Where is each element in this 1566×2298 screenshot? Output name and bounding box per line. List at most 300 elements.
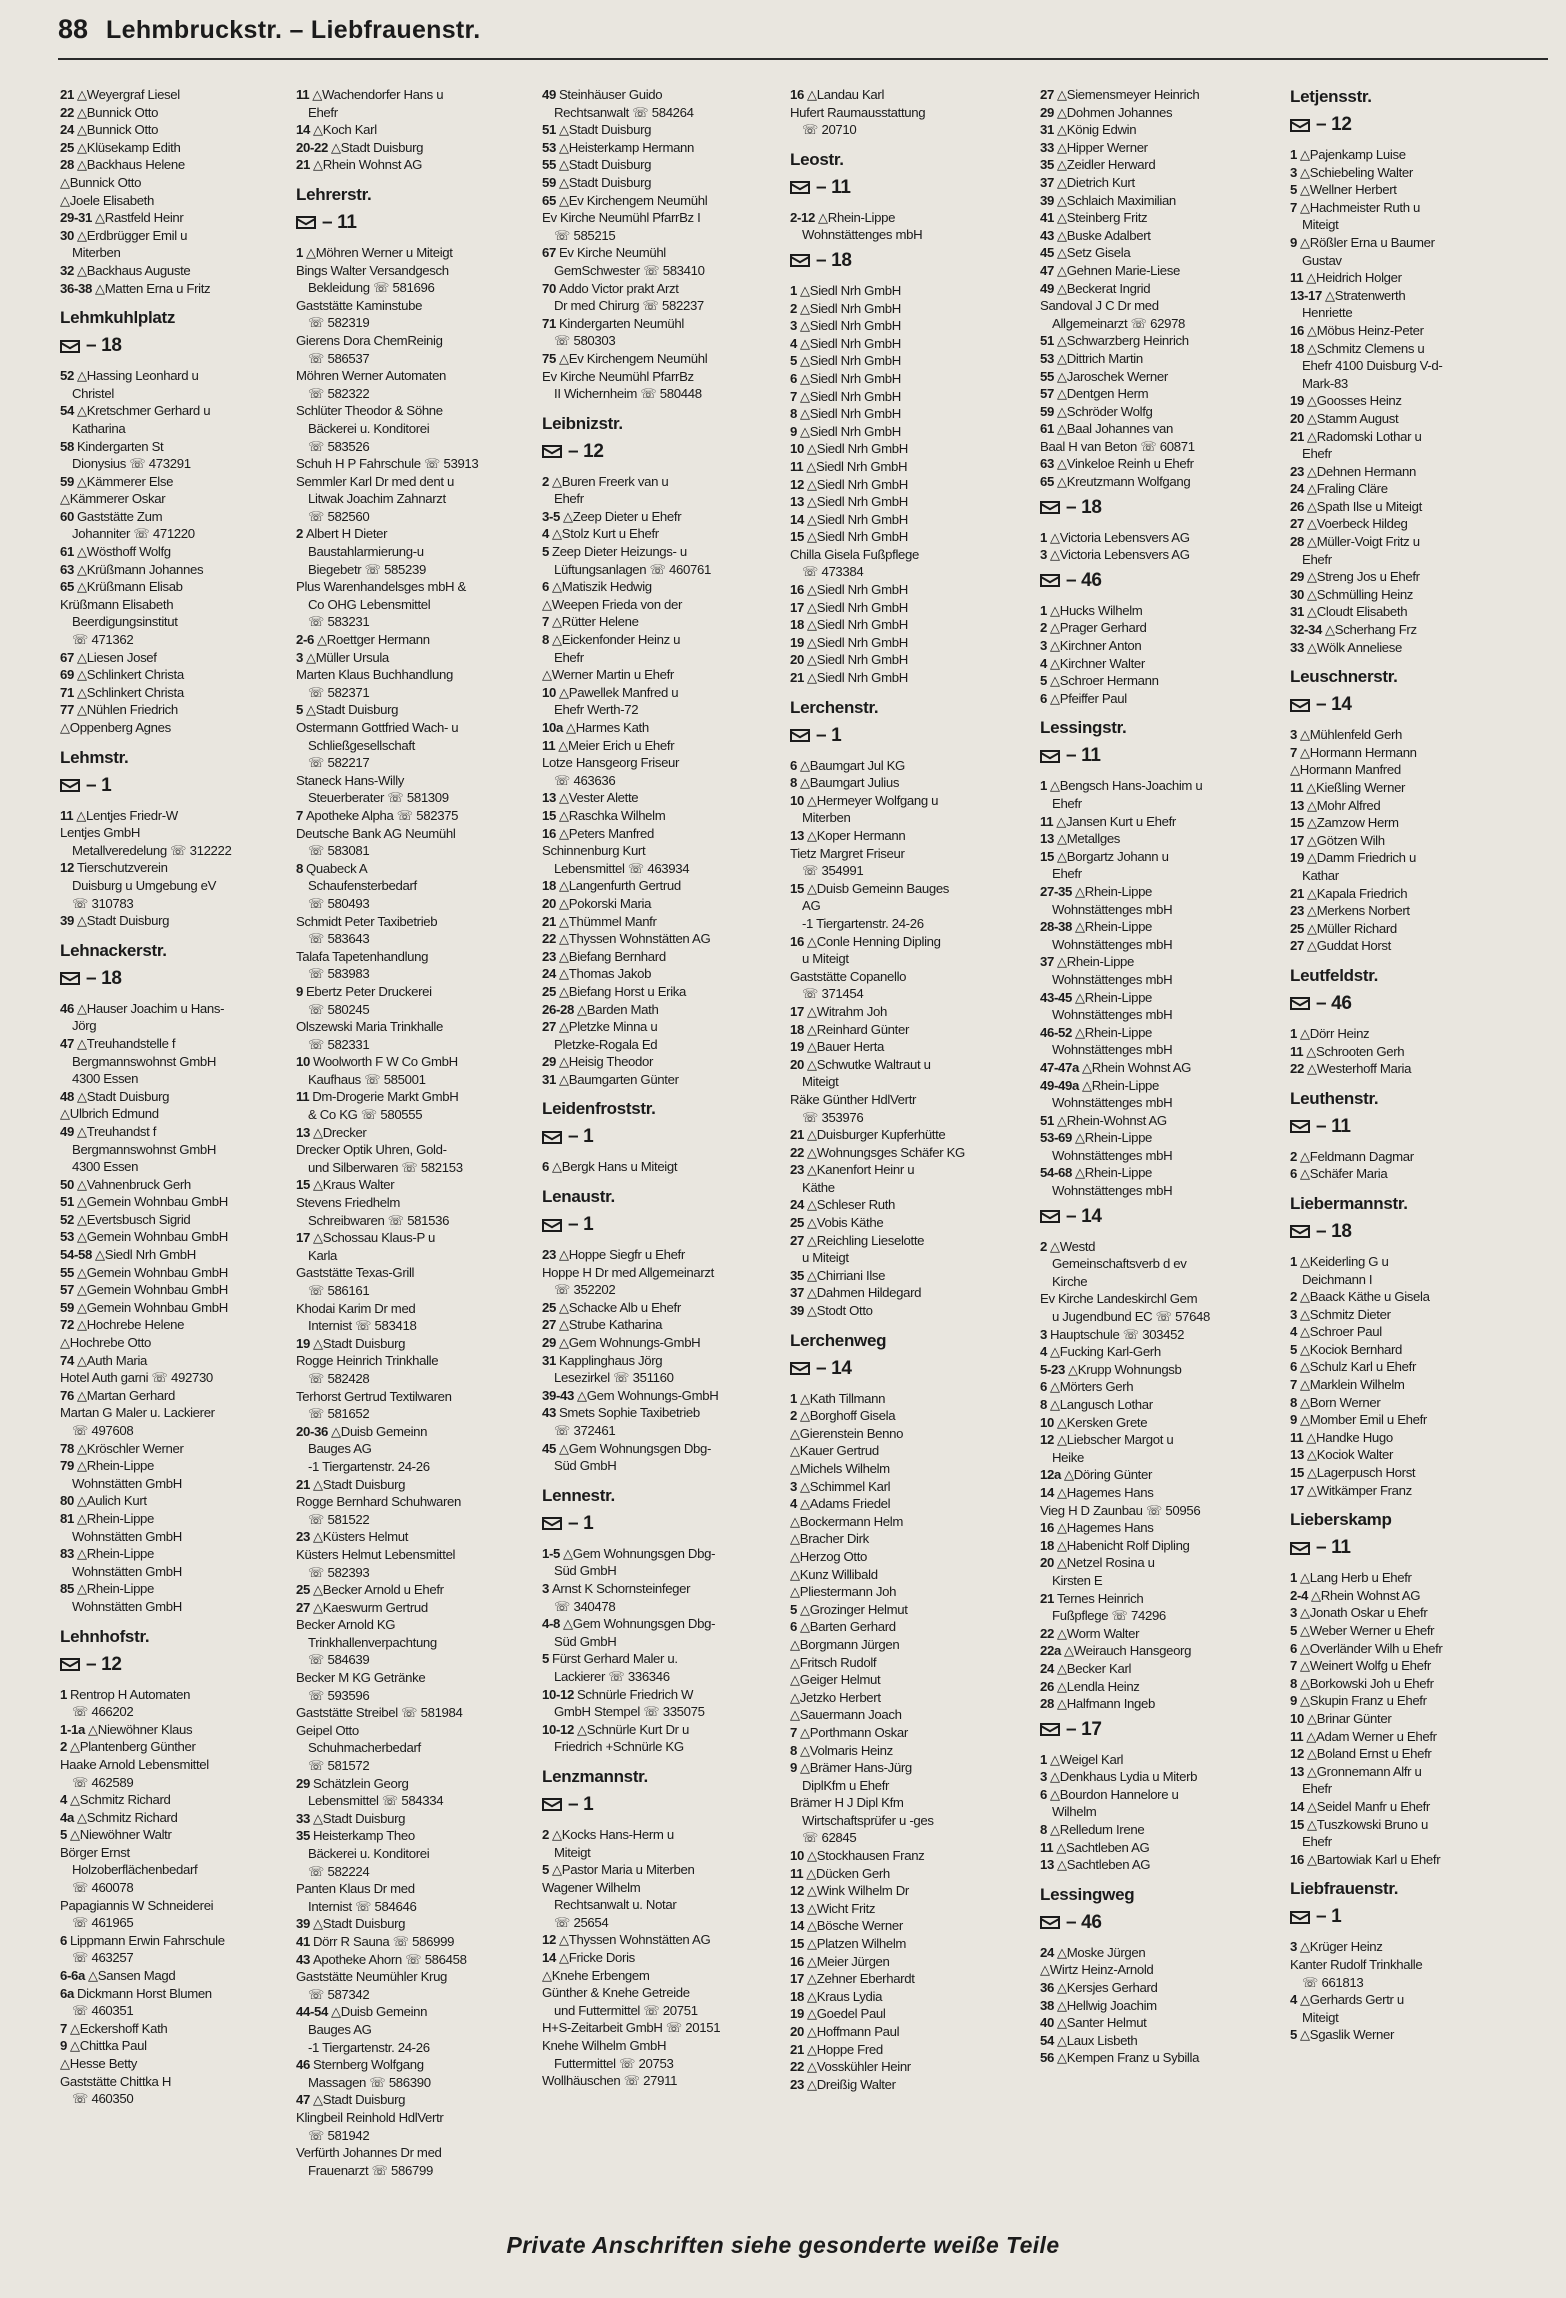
envelope-icon <box>542 1798 562 1811</box>
house-number: 20 <box>542 895 556 911</box>
directory-entry <box>60 1035 292 1053</box>
entry-continuation <box>296 1845 538 1863</box>
entry-text: Karla <box>308 1247 338 1263</box>
entry-continuation <box>60 1528 292 1546</box>
entry-continuation <box>790 1109 1036 1127</box>
directory-entry <box>1040 1839 1286 1857</box>
entry-text: △Zamzow Herm <box>1306 815 1399 831</box>
house-number: 13 <box>790 494 804 510</box>
entry-text: Henriette <box>1302 305 1353 321</box>
directory-entry <box>790 1144 1036 1162</box>
entry-text: Börger Ernst <box>60 1844 130 1860</box>
entry-continuation <box>542 772 786 790</box>
directory-entry <box>790 1513 1036 1531</box>
directory-entry <box>296 913 538 931</box>
entry-text: △Gemein Wohnbau GmbH <box>76 1299 228 1315</box>
entry-continuation <box>60 525 292 543</box>
entry-text: △Schmitz Richard <box>76 1809 178 1825</box>
entry-text: △Duisb Gemeinn <box>330 1423 428 1439</box>
house-number: 11 <box>790 458 804 474</box>
entry-continuation <box>542 490 786 508</box>
entry-continuation <box>296 104 538 122</box>
envelope-icon <box>1290 119 1310 132</box>
postal-district <box>1040 1715 1286 1745</box>
entry-text: △Duisb Gemeinn Bauges <box>806 880 950 896</box>
house-number: 55 <box>542 157 556 173</box>
entry-text: △Kaeswurm Gertrud <box>312 1599 428 1615</box>
entry-continuation <box>60 2002 292 2020</box>
entry-continuation <box>296 1739 538 1757</box>
directory-entry <box>296 1546 538 1564</box>
envelope-icon <box>542 1219 562 1232</box>
house-number: 7 <box>542 614 549 630</box>
house-number: 1 <box>1290 1025 1297 1041</box>
entry-text: △Kersken Grete <box>1056 1414 1148 1430</box>
entry-text: Wohnstättenges mbH <box>1052 1007 1173 1023</box>
house-number: 41 <box>296 1933 310 1949</box>
house-number: 8 <box>790 1742 797 1758</box>
house-number: 4-8 <box>542 1616 561 1632</box>
entry-text: ☏ 20710 <box>802 122 857 138</box>
house-number: 13 <box>1040 831 1054 847</box>
directory-entry <box>790 405 1036 423</box>
directory-entry <box>296 1704 538 1722</box>
entry-continuation <box>296 2162 538 2180</box>
directory-entry <box>1290 1710 1526 1728</box>
house-number: 17 <box>790 599 804 615</box>
house-number: 27 <box>790 1232 804 1248</box>
directory-entry <box>790 845 1036 863</box>
entry-text: △Stockhausen Franz <box>806 1848 925 1864</box>
directory-entry <box>790 1706 1036 1724</box>
house-number: 26-28 <box>542 1001 574 1017</box>
entry-text: △Eckershoff Kath <box>69 2020 168 2036</box>
house-number: 49 <box>60 1123 74 1139</box>
entry-text: △Stadt Duisburg <box>312 2092 406 2108</box>
postal-code: – 1 <box>568 1793 594 1815</box>
directory-entry <box>60 2055 292 2073</box>
directory-entry <box>790 1460 1036 1478</box>
house-number: 5 <box>1290 1341 1297 1357</box>
entry-text: Wollhäuschen ☏ 27911 <box>542 2073 678 2089</box>
directory-entry <box>1290 480 1526 498</box>
entry-text: △Weber Werner u Ehefr <box>1299 1623 1435 1638</box>
entry-text: Ehefr <box>1302 446 1332 462</box>
postal-code: – 18 <box>1066 496 1102 518</box>
entry-text: Dr med Chirurg ☏ 582237 <box>554 298 704 314</box>
directory-entry <box>542 1949 786 1967</box>
entry-text: △Weigel Karl <box>1049 1751 1124 1767</box>
postal-district <box>60 1650 292 1680</box>
directory-entry <box>1290 533 1526 551</box>
house-number: 53-69 <box>1040 1130 1072 1146</box>
directory-entry <box>1290 814 1526 832</box>
house-number: 49 <box>542 87 556 102</box>
entry-text: Olszewski Maria Trinkhalle <box>296 1019 443 1035</box>
house-number: 17 <box>296 1230 310 1246</box>
directory-entry <box>790 104 1036 122</box>
directory-entry <box>1040 1821 1286 1839</box>
entry-continuation <box>60 1879 292 1897</box>
entry-text: △Jetzko Herbert <box>790 1689 881 1705</box>
directory-entry <box>60 1316 292 1334</box>
entry-text: △Hagemes Hans <box>1056 1484 1154 1500</box>
entry-continuation <box>542 1036 786 1054</box>
entry-text: △Wachendorfer Hans u <box>312 87 444 102</box>
directory-entry <box>1290 234 1526 252</box>
house-number: 3 <box>542 1580 549 1596</box>
entry-text: △Nühlen Friedrich <box>76 702 178 718</box>
entry-text: △Rhein-Lippe <box>1074 883 1153 899</box>
directory-entry <box>790 423 1036 441</box>
entry-text: Biegebetr ☏ 585239 <box>308 561 426 577</box>
postal-code: – 12 <box>1316 114 1352 135</box>
entry-continuation <box>790 226 1036 244</box>
house-number: 61 <box>60 544 74 560</box>
house-number: 7 <box>1290 1658 1297 1674</box>
entry-text: △Boland Ernst u Ehefr <box>1306 1746 1432 1762</box>
house-number: 49-49a <box>1040 1077 1079 1093</box>
house-number: 15 <box>1290 1816 1304 1832</box>
entry-text: △Hochrebe Helene <box>76 1317 185 1333</box>
entry-text: H+S-Zeitarbeit GmbH ☏ 20151 <box>542 2020 721 2036</box>
column <box>1040 86 1290 2226</box>
directory-entry <box>296 1194 538 1212</box>
directory-entry <box>60 1844 292 1862</box>
house-number: 13 <box>790 1900 804 1916</box>
postal-district <box>1290 1533 1526 1563</box>
directory-entry <box>1290 1288 1526 1306</box>
directory-entry <box>542 807 786 825</box>
envelope-icon <box>1040 501 1060 514</box>
entry-text: △Goosses Heinz <box>1306 393 1402 409</box>
entry-text: △Auth Maria <box>76 1352 148 1368</box>
directory-entry <box>60 280 292 298</box>
directory-entry <box>790 634 1036 652</box>
entry-text: u Miteigt <box>802 951 849 967</box>
house-number: 14 <box>790 511 804 527</box>
entry-text: △Möbus Heinz-Peter <box>1306 322 1424 338</box>
directory-entry <box>1040 672 1286 690</box>
entry-text: △Rhein-Lippe <box>1081 1077 1160 1093</box>
envelope-icon <box>1040 1723 1060 1736</box>
directory-entry <box>296 807 538 825</box>
directory-entry <box>790 1917 1036 1935</box>
entry-text: Brämer H J Dipl Kfm <box>790 1795 904 1811</box>
directory-entry <box>542 1299 786 1317</box>
directory-entry <box>1040 1414 1286 1432</box>
house-number: 25 <box>296 1582 310 1598</box>
house-number: 45 <box>542 1440 556 1456</box>
entry-text: △Fucking Karl-Gerh <box>1049 1344 1161 1360</box>
directory-entry <box>1040 2049 1286 2067</box>
entry-text: △Laux Lisbeth <box>1056 2032 1138 2048</box>
house-number: 83 <box>60 1546 74 1562</box>
entry-text: △Rhein-Lippe <box>76 1458 155 1474</box>
entry-text: △Zeidler Herward <box>1056 157 1156 173</box>
entry-text: △Rhein-Lippe <box>1074 919 1153 935</box>
house-number: 16 <box>542 825 556 841</box>
house-number: 1 <box>1040 529 1047 545</box>
directory-entry <box>1290 1991 1526 2009</box>
entry-text: △Zehner Eberhardt <box>806 1971 915 1987</box>
directory-entry <box>60 1000 292 1018</box>
directory-entry <box>542 368 786 386</box>
entry-text: △Handke Hugo <box>1306 1429 1393 1445</box>
directory-entry <box>296 825 538 843</box>
entry-text: △Knehe Erbengem <box>542 1967 650 1983</box>
entry-text: Baustahlarmierung-u <box>308 544 424 560</box>
directory-entry <box>790 2005 1036 2023</box>
entry-text: Kirsten E <box>1052 1572 1103 1588</box>
envelope-icon <box>296 216 316 229</box>
house-number: 47-47a <box>1040 1059 1079 1075</box>
directory-entry <box>1290 1482 1526 1500</box>
directory-entry <box>790 528 1036 546</box>
entry-text: Süd GmbH <box>554 1458 617 1474</box>
entry-continuation <box>296 930 538 948</box>
entry-continuation <box>1040 795 1286 813</box>
entry-text: △Niewöhner Waltr <box>69 1827 172 1843</box>
directory-entry <box>790 1618 1036 1636</box>
postal-code: – 1 <box>1316 1906 1342 1928</box>
directory-entry <box>790 493 1036 511</box>
entry-text: Schuhmacherbedarf <box>308 1740 421 1756</box>
entry-text: Ehefr <box>554 649 584 665</box>
directory-entry <box>296 1423 538 1441</box>
house-number: 21 <box>790 1127 804 1143</box>
entry-text: △Stadt Duisburg <box>558 122 652 138</box>
house-number: 74 <box>60 1352 74 1368</box>
entry-text: Sandoval J C Dr med <box>1040 298 1159 314</box>
entry-text: ☏ 582224 <box>308 1863 370 1879</box>
directory-entry <box>1040 1537 1286 1555</box>
entry-text: Gaststätte Kaminstube <box>296 297 423 313</box>
directory-entry <box>1290 1446 1526 1464</box>
directory-entry <box>542 508 786 526</box>
entry-continuation <box>296 965 538 983</box>
entry-text: △Overländer Wilh u Ehefr <box>1299 1640 1443 1656</box>
entry-text: △Hormann Hermann <box>1299 744 1417 760</box>
entry-text: △Siedl Nrh GmbH <box>799 353 901 369</box>
directory-entry <box>1040 989 1286 1007</box>
entry-continuation <box>542 649 786 667</box>
directory-entry <box>296 2091 538 2109</box>
entry-text: △Hucks Wilhelm <box>1049 602 1143 618</box>
house-number: 7 <box>790 388 797 404</box>
directory-entry <box>1290 586 1526 604</box>
directory-entry <box>1040 1768 1286 1786</box>
house-number: 48 <box>60 1088 74 1104</box>
house-number: 23 <box>790 1162 804 1178</box>
house-number: 54-58 <box>60 1247 92 1263</box>
directory-entry <box>790 1003 1036 1021</box>
entry-continuation <box>542 297 786 315</box>
entry-text: △Liebscher Margot u <box>1056 1432 1174 1448</box>
house-number: 11 <box>1290 1728 1304 1744</box>
house-number: 28 <box>1290 534 1304 550</box>
directory-entry <box>60 578 292 596</box>
entry-text: Bauges AG <box>308 2021 372 2037</box>
street-heading: Lehmkuhlplatz <box>60 308 176 328</box>
entry-continuation <box>296 314 538 332</box>
entry-text: Wohnstätten GmbH <box>72 1563 182 1579</box>
entry-continuation <box>60 1914 292 1932</box>
directory-entry <box>60 1211 292 1229</box>
directory-entry <box>790 1601 1036 1619</box>
directory-entry <box>1290 920 1526 938</box>
house-number: 9 <box>296 983 303 999</box>
entry-text: △Siedl Nrh GmbH <box>806 634 908 650</box>
postal-code: – 18 <box>1316 1220 1352 1242</box>
directory-entry <box>1040 602 1286 620</box>
postal-district <box>1040 493 1286 523</box>
entry-text: Lesezirkel ☏ 351160 <box>554 1370 674 1386</box>
directory-entry <box>790 300 1036 318</box>
house-number: 12 <box>1040 1432 1054 1448</box>
entry-text: △Schleser Ruth <box>806 1197 896 1213</box>
directory-entry <box>1290 1956 1526 1974</box>
entry-text: △Treuhandst f <box>76 1123 157 1139</box>
directory-entry <box>790 1953 1036 1971</box>
entry-continuation <box>542 2002 786 2020</box>
entry-continuation <box>60 1070 292 1088</box>
entry-text: Schätzlein Georg <box>312 1775 409 1791</box>
entry-text: △Bourdon Hannelore u <box>1049 1786 1179 1802</box>
directory-entry <box>60 1369 292 1387</box>
directory-entry <box>542 948 786 966</box>
house-number: 35 <box>1040 157 1054 173</box>
house-number: 21 <box>296 1476 310 1492</box>
column <box>296 86 542 2226</box>
directory-entry <box>60 174 292 192</box>
entry-text: Kirche <box>1052 1273 1088 1289</box>
entry-continuation <box>296 1036 538 1054</box>
directory-entry <box>296 244 538 262</box>
directory-entry <box>1290 1165 1526 1183</box>
directory-entry <box>790 1548 1036 1566</box>
directory-entry <box>790 827 1036 845</box>
directory-entry <box>790 1161 1036 1179</box>
house-number: 2 <box>542 1826 549 1842</box>
entry-text: ☏ 62845 <box>802 1830 857 1846</box>
entry-text: △Siedl Nrh GmbH <box>799 282 901 298</box>
house-number: 5 <box>542 1862 549 1878</box>
entry-continuation <box>1290 551 1526 569</box>
house-number: 32 <box>60 262 74 278</box>
directory-entry <box>1040 1112 1286 1130</box>
entry-text: △Pfeiffer Paul <box>1049 690 1127 706</box>
house-number: 1 <box>790 1390 797 1406</box>
postal-district <box>60 964 292 994</box>
entry-continuation <box>296 2039 538 2057</box>
entry-text: ☏ 586161 <box>308 1283 370 1298</box>
entry-continuation <box>60 842 292 860</box>
entry-continuation <box>296 754 538 772</box>
house-number: 9 <box>1290 1412 1297 1428</box>
directory-entry <box>1040 1519 1286 1537</box>
entry-text: △Spath Ilse u Miteigt <box>1306 498 1422 514</box>
entry-text: △Kirchner Walter <box>1049 655 1145 671</box>
entry-continuation <box>296 1986 538 2004</box>
entry-text: △Rhein-Lippe <box>1074 989 1153 1005</box>
entry-text: △Adams Friedel <box>799 1496 891 1512</box>
entry-text: Ebertz Peter Druckerei <box>305 983 432 999</box>
entry-continuation <box>296 1212 538 1230</box>
entry-text: △Kretschmer Gerhard u <box>76 403 211 419</box>
entry-continuation <box>790 1777 1036 1795</box>
house-number: 43 <box>542 1405 556 1421</box>
directory-entry <box>1290 902 1526 920</box>
house-number: 28 <box>1040 1696 1054 1712</box>
directory-entry <box>60 1440 292 1458</box>
directory-entry <box>1290 1938 1526 1956</box>
entry-text: △Biefang Bernhard <box>558 948 666 964</box>
directory-entry <box>542 1264 786 1282</box>
entry-text: Tierschutzverein <box>76 860 168 876</box>
entry-text: △Dietrich Kurt <box>1056 174 1135 190</box>
entry-continuation <box>542 262 786 280</box>
house-number: 2-12 <box>790 209 815 225</box>
entry-continuation <box>296 1071 538 1089</box>
directory-entry <box>1040 546 1286 564</box>
entry-continuation <box>1040 901 1286 919</box>
entry-text: △Becker Arnold u Ehefr <box>312 1582 444 1598</box>
directory-entry <box>60 1228 292 1246</box>
directory-entry <box>296 1827 538 1845</box>
entry-text: Ev Kirche Neumühl PfarrBz <box>542 368 694 384</box>
postal-code: – 46 <box>1316 992 1352 1014</box>
entry-text: △Erdbrügger Emil u <box>76 227 188 243</box>
directory-entry <box>542 1440 786 1458</box>
entry-text: △Netzel Rosina u <box>1056 1555 1155 1571</box>
directory-entry <box>790 1566 1036 1584</box>
entry-text: △Weirauch Hansgeorg <box>1063 1643 1192 1659</box>
entry-text: △Joele Elisabeth <box>60 192 154 208</box>
entry-continuation <box>296 842 538 860</box>
entry-text: △Sansen Magd <box>88 1968 176 1984</box>
entry-text: △Lagerpusch Horst <box>1306 1465 1416 1481</box>
entry-continuation <box>296 1792 538 1810</box>
directory-entry <box>1290 1728 1526 1746</box>
entry-continuation <box>1040 1572 1286 1590</box>
house-number: 15 <box>542 807 556 823</box>
entry-text: △Baumgarten Günter <box>558 1071 679 1087</box>
entry-text: △Bunnick Otto <box>60 174 142 190</box>
entry-text: △Wirtz Heinz-Arnold <box>1040 1962 1154 1978</box>
entry-continuation <box>60 1703 292 1721</box>
directory-entry <box>60 1088 292 1106</box>
directory-entry <box>296 2109 538 2127</box>
directory-entry <box>790 317 1036 335</box>
entry-text: △Kießling Werner <box>1306 780 1406 795</box>
entry-text: ☏ 371454 <box>802 986 864 1002</box>
entry-text: △Fritsch Rudolf <box>790 1654 877 1670</box>
entry-text: △Gem Wohnungs-GmbH <box>558 1335 701 1351</box>
entry-text: △Heisig Theodor <box>558 1054 654 1070</box>
entry-text: △Stodt Otto <box>806 1303 873 1319</box>
entry-text: △Bösche Werner <box>806 1918 903 1934</box>
entry-text: ☏ 585215 <box>554 227 616 243</box>
directory-entry <box>1040 385 1286 403</box>
entry-text: △Wösthoff Wolfg <box>76 544 171 560</box>
entry-text: △Schmitz Dieter <box>1299 1306 1391 1322</box>
entry-text: △Schossau Klaus-P u <box>312 1230 435 1246</box>
street-heading: Lehnhofstr. <box>60 1626 150 1646</box>
directory-entry <box>296 297 538 315</box>
entry-text: △Borkowski Joh u Ehefr <box>1299 1675 1434 1691</box>
directory-entry <box>1290 1394 1526 1412</box>
